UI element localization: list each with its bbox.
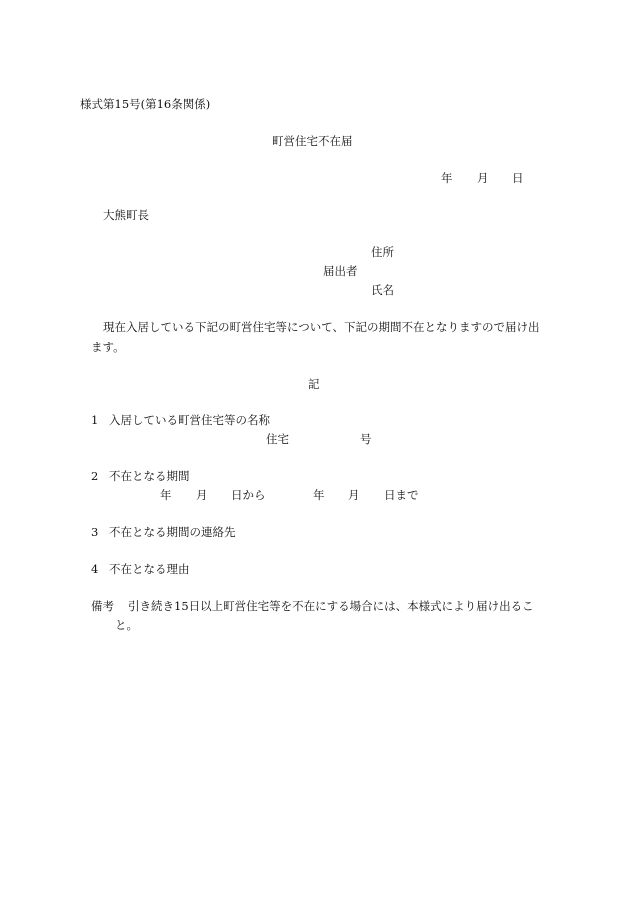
remarks-line-2: と。 <box>115 618 138 632</box>
date-month: 月 <box>477 171 489 185</box>
addressee: 大熊町長 <box>103 208 149 222</box>
item-2-to-month: 月 <box>348 488 360 502</box>
ki-heading: 記 <box>308 377 320 391</box>
item-4-number: 4 <box>91 562 99 576</box>
item-3-number: 3 <box>91 525 99 539</box>
item-2-from-month: 月 <box>196 488 208 502</box>
notifier-label: 届出者 <box>323 264 358 278</box>
remarks-line-1: 引き続き15日以上町営住宅等を不在にする場合には、本様式により届け出るこ <box>128 599 534 613</box>
name-label: 氏名 <box>371 283 394 297</box>
item-1-housing: 住宅 <box>266 432 289 446</box>
item-2-from-year: 年 <box>160 488 172 502</box>
item-4-label: 不在となる理由 <box>109 562 190 576</box>
date-day: 日 <box>512 171 524 185</box>
item-2-to-day: 日まで <box>384 488 419 502</box>
item-2-label: 不在となる期間 <box>109 469 190 483</box>
form-number: 様式第15号(第16条関係) <box>80 97 211 111</box>
item-2-from-day: 日から <box>231 488 266 502</box>
body-line-2: ます。 <box>91 340 125 354</box>
date-year: 年 <box>441 171 453 185</box>
remarks-label: 備考 <box>91 599 114 613</box>
item-1-number: 1 <box>91 413 99 427</box>
item-2-to-year: 年 <box>313 488 325 502</box>
item-2-number: 2 <box>91 469 99 483</box>
item-3-label: 不在となる期間の連絡先 <box>109 525 236 539</box>
document-title: 町営住宅不在届 <box>272 134 353 148</box>
item-1-label: 入居している町営住宅等の名称 <box>109 413 270 427</box>
item-1-number-suffix: 号 <box>360 432 372 446</box>
address-label: 住所 <box>371 245 394 259</box>
body-line-1: 現在入居している下記の町営住宅等について、下記の期間不在となりますので届け出 <box>103 320 540 334</box>
